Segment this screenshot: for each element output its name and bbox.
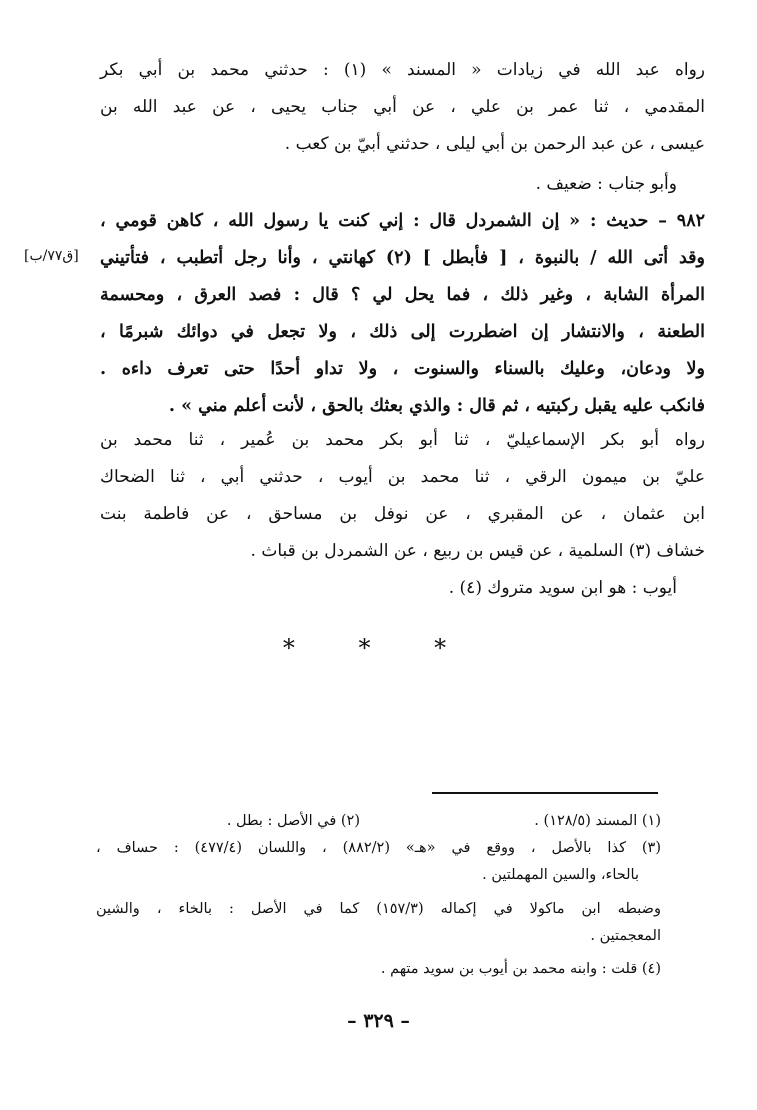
text-line: رواه عبد الله في زيادات « المسند » (١) : حدثني محمد بن أبي بكر — [100, 60, 706, 80]
footnote-line: (٢) في الأصل : بطل . — [226, 813, 360, 829]
text-line: ابن عثمان ، عن المقبري ، عن نوفل بن مساحق ، عن فاطمة بنت — [100, 504, 705, 524]
text-line: المقدمي ، ثنا عمر بن علي ، عن أبي جناب يحيى ، عن عبد الله بن — [100, 97, 705, 117]
footnote-2 — [140, 808, 360, 835]
footnote-line: (٤) قلت : وابنه محمد بن أيوب بن سويد متهم . — [380, 961, 661, 977]
paragraph-grading-2 — [100, 570, 705, 607]
text-line: المرأة الشابة ، وغير ذلك ، فما يحل لي ؟ قال : فصد العرق ، ومحسمة — [100, 285, 705, 305]
footnote-3-continued — [96, 896, 661, 950]
footnote-line: (١) المسند (١٢٨/٥) . — [534, 813, 661, 829]
footnote-line: (٣) كذا بالأصل ، ووقع في «هـ» (٨٨٢/٢) ، واللسان (٤٧٧/٤) : حساف ، — [96, 840, 661, 856]
text-line: وقد أتى الله / بالنبوة ، [ فأبطل ] (٢) كهانتي ، وأنا رجل أتطبب ، فتأتيني — [100, 248, 705, 268]
footnote-line: بالحاء، والسين المهملتين . — [482, 867, 639, 883]
hadith-982 — [100, 203, 705, 425]
footnote-divider — [432, 792, 658, 794]
text-line: الطعنة ، والانتشار إن اضطررت إلى ذلك ، ولا تجعل في دوائك شبرمًا ، — [100, 322, 705, 342]
footnote-line: المعجمتين . — [590, 928, 661, 944]
text-line: وأبو جناب : ضعيف . — [535, 174, 677, 194]
footnote-line: وضبطه ابن ماكولا في إكماله (١٥٧/٣) كما في الأصل : بالخاء ، والشين — [96, 901, 661, 917]
text-line: أيوب : هو ابن سويد متروك (٤) . — [448, 578, 677, 598]
text-line: فانكب عليه يقبل ركبتيه ، ثم قال : والذي بعثك بالحق ، لأنت أعلم مني » . — [168, 396, 705, 416]
paragraph-grading-1 — [100, 166, 705, 203]
text-line: ٩٨٢ – حديث : « إن الشمردل قال : إني كنت يا رسول الله ، كاهن قومي ، — [100, 211, 705, 231]
footnote-1 — [441, 808, 661, 835]
footnote-4 — [96, 956, 661, 983]
text-line: رواه أبو بكر الإسماعيليّ ، ثنا أبو بكر محمد بن عُمير ، ثنا محمد بن — [100, 430, 705, 450]
text-line: عليّ بن ميمون الرقي ، ثنا محمد بن أيوب ، حدثني أبي ، ثنا الضحاك — [100, 467, 705, 487]
section-separator: * * * — [282, 634, 475, 662]
page-number: – ٣٢٩ – — [347, 1010, 410, 1032]
footnote-3 — [96, 835, 661, 889]
paragraph-narration-2 — [100, 422, 705, 570]
manuscript-margin-note: [ق٧٧/ب] — [24, 248, 79, 264]
text-line: عيسى ، عن عبد الرحمن بن أبي ليلى ، حدثني أبيّ بن كعب . — [284, 134, 705, 154]
text-line: ولا ودعان، وعليك بالسناء والسنوت ، ولا تداو أحدًا حتى تعرف داءه . — [100, 359, 705, 379]
paragraph-narration-1 — [100, 52, 705, 163]
text-line: خشاف (٣) السلمية ، عن قيس بن ربيع ، عن الشمردل بن قباث . — [250, 541, 705, 561]
